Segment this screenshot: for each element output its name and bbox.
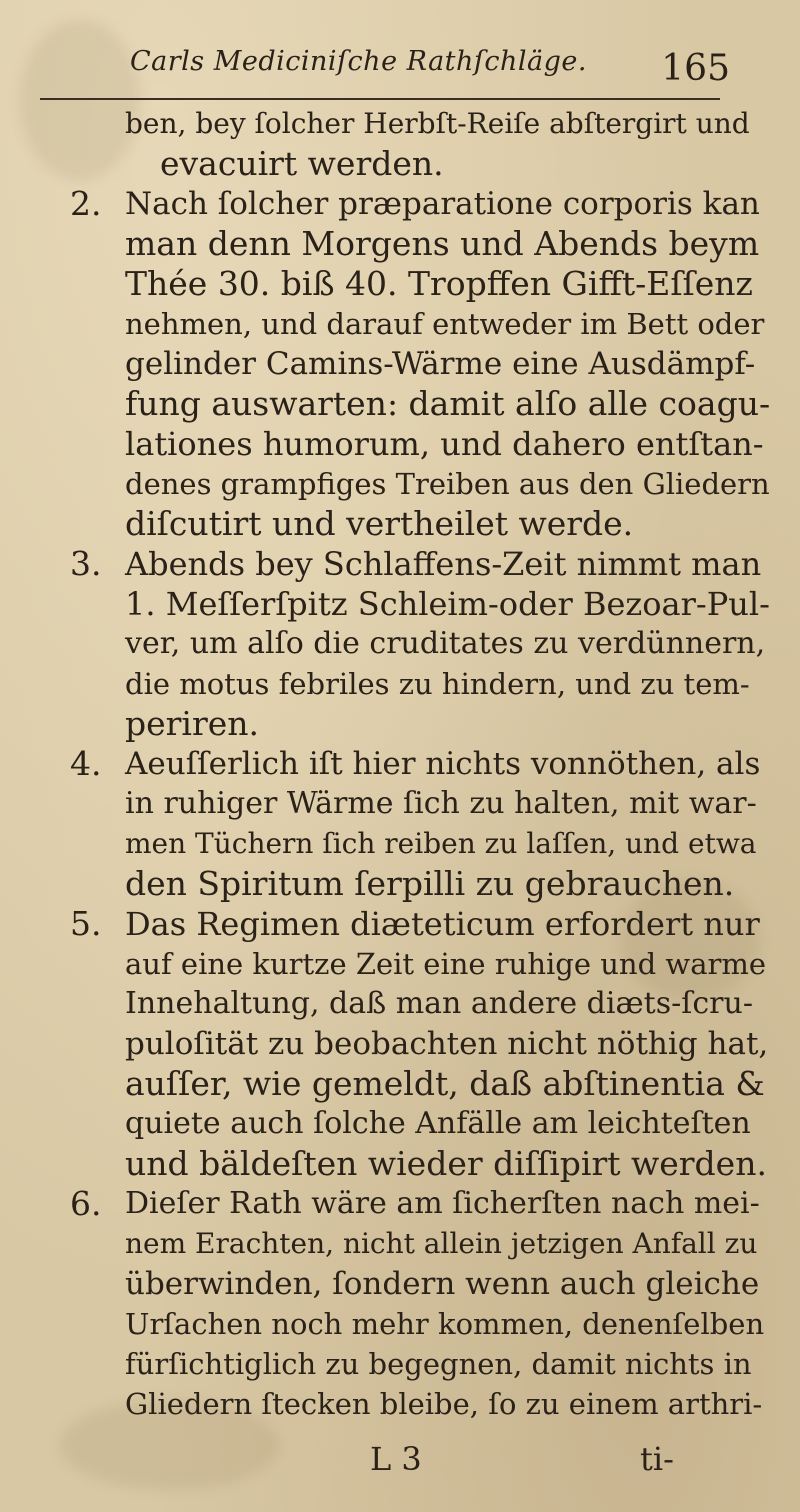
text-line: auf eine kurtze Zeit eine ruhige und warme: [125, 947, 767, 981]
text-line: men Tüchern ſich reiben zu laſſen, und etwa: [125, 827, 757, 860]
text-line: fürſichtiglich zu begegnen, damit nichts in: [125, 1347, 752, 1381]
running-header: [110, 40, 750, 100]
page-number: 165: [661, 48, 730, 89]
text-line: 1. Meſſerſpitz Schleim-oder Bezoar-Pul-: [125, 585, 770, 623]
text-line: und bäldeſten wieder diſſipirt werden.: [125, 1144, 767, 1183]
text-line: Gliedern ſtecken bleibe, ſo zu einem arthri-: [125, 1387, 763, 1421]
text-line: auſſer, wie gemeldt, daß abſtinentia &: [125, 1064, 765, 1103]
text-line: lationes humorum, und dahero entſtan-: [125, 425, 764, 463]
signature-mark: L 3: [370, 1440, 422, 1478]
text-line: periren.: [125, 704, 260, 743]
text-line: gelinder Camins-Wärme eine Ausdämpf-: [125, 346, 756, 382]
paragraph-number: 4.: [70, 744, 102, 783]
text-line: denes grampfiges Treiben aus den Gliedern: [125, 467, 770, 501]
paragraph-number: 2.: [70, 184, 102, 223]
text-line: Urſachen noch mehr kommen, denenſelben: [125, 1307, 765, 1341]
text-line: Das Regimen diæteticum erfordert nur: [125, 905, 760, 943]
text-line: Aeuſſerlich iſt hier nichts vonnöthen, als: [125, 746, 761, 782]
paragraph-number: 6.: [70, 1184, 102, 1223]
text-line: überwinden, ſondern wenn auch gleiche: [125, 1266, 760, 1302]
text-line: Thée 30. biß 40. Tropffen Gifft-Eſſenz: [125, 264, 753, 303]
running-title: Carls Mediciniſche Rathſchläge.: [130, 46, 587, 77]
text-line: in ruhiger Wärme ſich zu halten, mit war-: [125, 786, 757, 821]
paragraph-number: 5.: [70, 904, 102, 943]
paragraph-number: 3.: [70, 544, 102, 583]
text-line: den Spiritum ſerpilli zu gebrauchen.: [125, 864, 735, 903]
text-line: nem Erachten, nicht allein jetzigen Anfall zu: [125, 1227, 758, 1260]
text-line: die motus febriles zu hindern, und zu tem-: [125, 667, 750, 701]
text-line: Nach ſolcher præparatione corporis kan: [125, 186, 760, 222]
text-line: evacuirt werden.: [160, 144, 444, 183]
catchword: ti-: [640, 1440, 674, 1478]
text-line: man denn Morgens und Abends beym: [125, 224, 760, 263]
text-line: Abends bey Schlaffens-Zeit nimmt man: [125, 545, 762, 583]
text-line: puloſität zu beobachten nicht nöthig hat,: [125, 1026, 769, 1062]
text-line: ben, bey ſolcher Herbſt-Reiſe abſtergirt und: [125, 107, 750, 140]
text-line: ver, um alſo die cruditates zu verdünnern,: [125, 626, 766, 661]
text-line: nehmen, und darauf entweder im Bett oder: [125, 307, 765, 341]
text-line: diſcutirt und vertheilet werde.: [125, 504, 634, 543]
text-line: quiete auch ſolche Anfälle am leichteſten: [125, 1106, 751, 1141]
text-line: Dieſer Rath wäre am ſicherſten nach mei-: [125, 1186, 760, 1221]
text-line: Innehaltung, daß man andere diæts-ſcru-: [125, 986, 753, 1021]
header-rule: [40, 98, 720, 100]
text-line: fung auswarten: damit alſo alle coagu-: [125, 384, 771, 423]
